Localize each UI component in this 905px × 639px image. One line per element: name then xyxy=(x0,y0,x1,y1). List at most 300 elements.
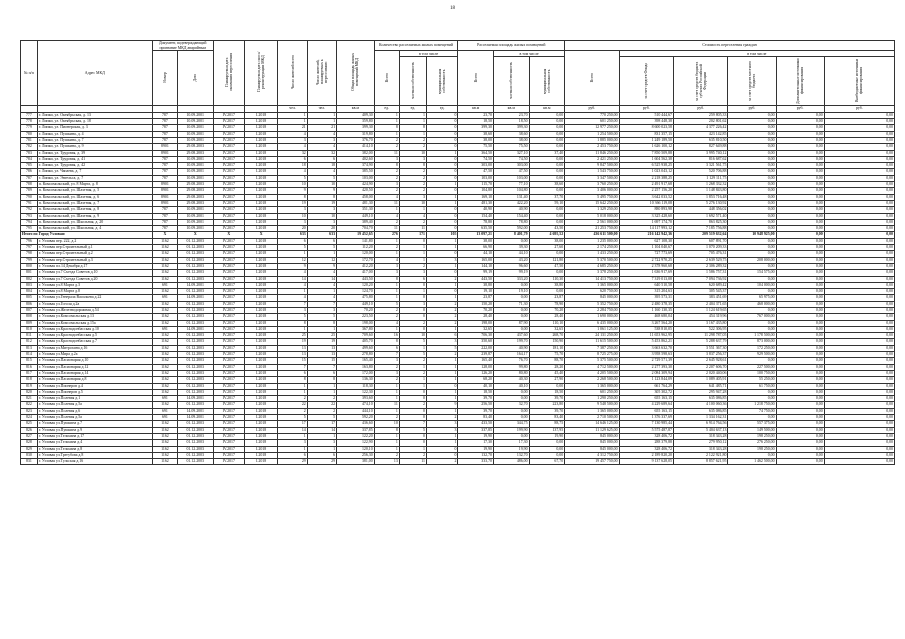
resettlement-table xyxy=(20,40,895,465)
table-cell: 2 xyxy=(374,137,399,143)
table-cell: 7 xyxy=(278,301,307,307)
table-cell: 0 xyxy=(427,125,458,131)
table-cell: 787 xyxy=(152,169,177,175)
table-cell: 845 000,00 xyxy=(565,433,619,439)
table-cell: 3 xyxy=(307,219,336,225)
table-cell: 0,00 xyxy=(529,156,565,162)
table-cell: 14 xyxy=(278,276,307,282)
table-cell: 28,40 xyxy=(458,314,494,320)
address-cell: г. Узловая ул.Пасионария д.14 xyxy=(37,370,152,376)
table-cell: 787 xyxy=(152,125,177,131)
table-cell: 1162 xyxy=(152,370,177,376)
table-cell: 813 xyxy=(21,345,38,351)
table-cell: 19 xyxy=(307,200,336,206)
table-cell: 0,00 xyxy=(728,326,776,332)
table-cell: 01.12.2003 xyxy=(177,320,213,326)
table-cell: 6 xyxy=(278,238,307,244)
table-cell: 8 xyxy=(307,320,336,326)
table-cell: 10 xyxy=(278,182,307,188)
table-cell: 169,10 xyxy=(458,194,494,200)
table-cell: 399,30 xyxy=(337,125,375,131)
table-cell: 383 451,69 xyxy=(674,295,728,301)
table-cell: 0,00 xyxy=(776,389,824,395)
table-cell: 8 725 275,00 xyxy=(565,352,619,358)
table-cell: 0,00 xyxy=(728,112,776,118)
table-cell: 276 250,00 xyxy=(728,440,776,446)
unit-cell: ед. xyxy=(374,106,399,112)
table-cell: 10.09.2001 xyxy=(177,207,213,213)
table-cell: 163,80 xyxy=(337,364,375,370)
table-cell: 777 xyxy=(21,112,38,118)
table-cell: 165,40 xyxy=(337,358,375,364)
table-cell: 9 137 628,05 xyxy=(619,459,673,465)
table-cell: 120,00 xyxy=(337,251,375,257)
table-cell: IV.2017 xyxy=(213,213,244,219)
table-cell: 376,70 xyxy=(337,137,375,143)
table-cell: 01.12.2003 xyxy=(177,314,213,320)
table-cell: I.2018 xyxy=(244,200,277,206)
table-cell: 807 xyxy=(21,307,38,313)
table-cell: IV.2017 xyxy=(213,433,244,439)
total-cell: 10 948 925,00 xyxy=(728,232,776,238)
table-cell: 14.09.2001 xyxy=(177,326,213,332)
table-cell: 405,70 xyxy=(337,339,375,345)
table-cell: 11 653 962,95 xyxy=(619,333,673,339)
table-cell: I.2018 xyxy=(244,276,277,282)
address-cell: г. Липки, ул. Энгельса, д. 7 xyxy=(37,175,152,181)
table-cell: 3 xyxy=(427,339,458,345)
table-cell: 3 837 256,37 xyxy=(674,352,728,358)
table-cell: 344,75 xyxy=(493,421,529,427)
table-cell: 6 435 000,00 xyxy=(565,320,619,326)
table-cell: 1162 xyxy=(152,301,177,307)
table-cell: 367,80 xyxy=(337,326,375,332)
table-cell: 0,00 xyxy=(824,307,894,313)
table-cell: 1 365 000,00 xyxy=(565,383,619,389)
table-cell: 303,00 xyxy=(493,163,529,169)
address-cell: п. Комсомольский, ул. Шахтная, д. 9 xyxy=(37,213,152,219)
table-cell: 635,50 xyxy=(458,226,494,232)
table-cell: 1 xyxy=(278,326,307,332)
table-cell: 1 xyxy=(399,257,426,263)
table-cell: 39,70 xyxy=(458,408,494,414)
unit-cell: руб. xyxy=(776,106,824,112)
table-cell: 1162 xyxy=(152,427,177,433)
address-cell: г. Узловая пл.14 Декабря д.17 xyxy=(37,263,152,269)
table-cell: IV.2017 xyxy=(213,446,244,452)
table-cell: 0,00 xyxy=(824,364,894,370)
table-cell: 10.09.2001 xyxy=(177,169,213,175)
table-cell: 787 xyxy=(152,207,177,213)
address-cell: г. Узловая ул.Комсомольская д.13 xyxy=(37,314,152,320)
table-cell: 0,00 xyxy=(728,358,776,364)
table-cell: 808 xyxy=(21,314,38,320)
table-cell: 1 070 209,33 xyxy=(674,245,728,251)
address-cell: п. Комсомольский, ул. 8 Марта, д. 8 xyxy=(37,182,152,188)
table-cell: 0,00 xyxy=(824,282,894,288)
table-cell: 14 413 750,00 xyxy=(565,276,619,282)
table-cell: 0,00 xyxy=(728,320,776,326)
table-cell: 199,90 xyxy=(493,427,529,433)
table-cell: 0,00 xyxy=(728,245,776,251)
table-cell: 0 xyxy=(427,169,458,175)
table-cell: 1 124 619,65 xyxy=(674,307,728,313)
table-cell: 3 xyxy=(374,263,399,269)
table-cell: 6 xyxy=(278,452,307,458)
table-cell: I.2018 xyxy=(244,257,277,263)
table-cell: 103,00 xyxy=(493,175,529,181)
table-cell: 0,00 xyxy=(529,251,565,257)
table-cell: 198,00 xyxy=(458,320,494,326)
table-cell: 144,10 xyxy=(458,263,494,269)
table-cell: 0,00 xyxy=(776,358,824,364)
table-cell: 0 xyxy=(399,307,426,313)
table-cell: 122,30 xyxy=(337,389,375,395)
table-cell: 364,50 xyxy=(458,150,494,156)
table-cell: 0,00 xyxy=(776,326,824,332)
table-cell: 2 xyxy=(374,169,399,175)
table-cell: 1 xyxy=(307,389,336,395)
table-cell: IV.2017 xyxy=(213,307,244,313)
table-cell: 815 xyxy=(21,358,38,364)
table-cell: 199,70 xyxy=(493,339,529,345)
table-cell: 1162 xyxy=(152,314,177,320)
table-cell: 398 448,38 xyxy=(619,119,673,125)
table-cell: 0,00 xyxy=(776,339,824,345)
table-cell: 0,00 xyxy=(824,137,894,143)
table-cell: 474,10 xyxy=(337,402,375,408)
table-cell: IV.2017 xyxy=(213,251,244,257)
table-cell: 1 586 757,31 xyxy=(674,270,728,276)
table-cell: I.2018 xyxy=(244,389,277,395)
table-cell: 8901 xyxy=(152,200,177,206)
table-cell: 01.12.2003 xyxy=(177,364,213,370)
table-cell: 2 xyxy=(374,364,399,370)
table-body xyxy=(21,112,895,465)
total-cell: 19 452,65 xyxy=(337,232,375,238)
table-cell: 1162 xyxy=(152,320,177,326)
table-cell: 4 xyxy=(307,282,336,288)
table-cell: 3 321 561,75 xyxy=(674,163,728,169)
table-cell: 303,00 xyxy=(458,163,494,169)
table-cell: 709,60 xyxy=(337,333,375,339)
table-cell: 7 850 509,88 xyxy=(619,150,673,156)
table-cell: 5 xyxy=(278,175,307,181)
table-cell: 5 404 637,13 xyxy=(674,427,728,433)
table-cell: 0,00 xyxy=(728,251,776,257)
table-cell: 10.09.2001 xyxy=(177,219,213,225)
table-cell: 0,00 xyxy=(776,163,824,169)
table-cell: 10.09.2001 xyxy=(177,213,213,219)
table-cell: 1162 xyxy=(152,333,177,339)
table-cell: 0,00 xyxy=(824,175,894,181)
address-cell: г. Узловая ул.8 Марта д.3 xyxy=(37,282,152,288)
table-cell: 11 xyxy=(374,402,399,408)
table-cell: I.2018 xyxy=(244,144,277,150)
table-cell: 6 xyxy=(427,333,458,339)
table-cell: 0,00 xyxy=(493,389,529,395)
table-cell: 1162 xyxy=(152,452,177,458)
table-cell: IV.2017 xyxy=(213,200,244,206)
total-cell: 276 xyxy=(374,232,399,238)
table-cell: 620 750,00 xyxy=(565,289,619,295)
table-cell: 399,30 xyxy=(458,125,494,131)
table-cell: 787 xyxy=(152,156,177,162)
unit-cell: чел. xyxy=(278,106,307,112)
table-cell: 8901 xyxy=(152,188,177,194)
table-cell: I.2018 xyxy=(244,314,277,320)
table-cell: 1162 xyxy=(152,377,177,383)
table-cell: 655 163,15 xyxy=(619,396,673,402)
table-cell: 1 xyxy=(374,282,399,288)
table-cell: 78,80 xyxy=(458,219,494,225)
table-cell: 198 250,00 xyxy=(728,446,776,452)
table-cell: 1 249 189,50 xyxy=(619,137,673,143)
table-cell: 75,50 xyxy=(458,144,494,150)
table-cell: 1 xyxy=(427,282,458,288)
table-cell: I.2018 xyxy=(244,326,277,332)
table-cell: 32,70 xyxy=(493,402,529,408)
table-cell: 6 xyxy=(374,345,399,351)
table-cell: IV.2017 xyxy=(213,358,244,364)
table-cell: 0,00 xyxy=(728,175,776,181)
table-cell: 0 xyxy=(427,452,458,458)
table-cell: 787 xyxy=(152,131,177,137)
table-cell: 0,00 xyxy=(824,270,894,276)
table-cell: 83,40 xyxy=(458,415,494,421)
table-cell: 01.12.2003 xyxy=(177,263,213,269)
table-cell: 40,90 xyxy=(458,207,494,213)
table-cell: 38,60 xyxy=(493,131,529,137)
table-cell: 5 xyxy=(307,175,336,181)
table-cell: 8 xyxy=(307,377,336,383)
table-cell: 1 xyxy=(399,289,426,295)
table-cell: 0,00 xyxy=(824,396,894,402)
table-cell: 8901 xyxy=(152,150,177,156)
table-cell: IV.2017 xyxy=(213,427,244,433)
table-cell: 0,00 xyxy=(824,188,894,194)
table-cell: 3 347 500,00 xyxy=(565,175,619,181)
table-cell: I.2018 xyxy=(244,188,277,194)
table-cell: 259 805,33 xyxy=(674,112,728,118)
table-cell: 0,00 xyxy=(493,282,529,288)
table-cell: 0 xyxy=(427,119,458,125)
table-cell: 9 xyxy=(307,188,336,194)
table-cell: 154 575,00 xyxy=(728,270,776,276)
table-cell: 443,50 xyxy=(458,276,494,282)
table-cell: 2 xyxy=(399,175,426,181)
table-cell: 7 xyxy=(399,421,426,427)
page-number: 18 xyxy=(450,6,455,11)
table-cell: 13 xyxy=(307,345,336,351)
table-cell: 44,10 xyxy=(493,251,529,257)
table-cell: 0,00 xyxy=(728,150,776,156)
table-cell: 1 xyxy=(399,383,426,389)
table-cell: 0,00 xyxy=(529,112,565,118)
header-area-municipal: муниципальная собственность xyxy=(529,57,565,106)
header-cost-local: за счет средств местного бюджета xyxy=(728,57,776,106)
table-cell: 812 xyxy=(21,339,38,345)
table-cell: 132,70 xyxy=(458,452,494,458)
table-cell: 7 130 985,44 xyxy=(619,421,673,427)
table-cell: 3 378 250,00 xyxy=(565,270,619,276)
table-cell: 1 089 405,91 xyxy=(674,377,728,383)
table-cell: 29.08.2003 xyxy=(177,200,213,206)
total-cell: 436 611 500,00 xyxy=(565,232,619,238)
table-cell: 0,00 xyxy=(824,263,894,269)
table-cell: 6 xyxy=(307,156,336,162)
address-cell: г. Узловая ул.Пушкина д.9 xyxy=(37,427,152,433)
table-cell: 1 xyxy=(427,238,458,244)
table-cell: 11 615 500,00 xyxy=(565,339,619,345)
table-cell: 770 250,00 xyxy=(565,112,619,118)
table-cell: 0 xyxy=(427,163,458,169)
table-cell: 0,00 xyxy=(493,314,529,320)
table-cell: 822 xyxy=(21,402,38,408)
table-cell: 23,87 xyxy=(458,295,494,301)
table-cell: 3 xyxy=(427,257,458,263)
table-cell: 691 xyxy=(152,326,177,332)
table-cell: 0,00 xyxy=(776,131,824,137)
table-cell: 423 142,85 xyxy=(674,131,728,137)
table-cell: 1 692 571,40 xyxy=(674,213,728,219)
table-cell: 824 xyxy=(21,415,38,421)
table-cell: 6 914 764,56 xyxy=(674,421,728,427)
table-cell: 10 xyxy=(278,213,307,219)
table-cell: 19,90 xyxy=(493,446,529,452)
table-cell: 0,00 xyxy=(776,270,824,276)
table-cell: 6 xyxy=(278,370,307,376)
table-cell: 1162 xyxy=(152,289,177,295)
table-cell: 01.12.2003 xyxy=(177,446,213,452)
table-cell: 0,00 xyxy=(728,389,776,395)
table-cell: 0,00 xyxy=(776,156,824,162)
table-cell: 3 xyxy=(278,440,307,446)
table-cell: 2 xyxy=(374,144,399,150)
table-cell: 15 xyxy=(278,358,307,364)
table-cell: 2 xyxy=(427,314,458,320)
table-cell: 2 xyxy=(374,219,399,225)
address-cell: г. Узловая пер.Строительный д.3 xyxy=(37,257,152,263)
table-cell: 10.09.2001 xyxy=(177,125,213,131)
table-cell: 12 xyxy=(307,257,336,263)
table-cell: 845 000,00 xyxy=(565,295,619,301)
table-cell: 412,20 xyxy=(337,263,375,269)
table-cell: 0 xyxy=(399,433,426,439)
table-cell: 1 604 562,38 xyxy=(619,156,673,162)
table-cell: 1 148 843,80 xyxy=(674,188,728,194)
table-cell: 395 573,31 xyxy=(619,295,673,301)
table-cell: 2 277 393,30 xyxy=(619,364,673,370)
table-cell: 4 377 226,42 xyxy=(674,125,728,131)
header-doc-number: Номер xyxy=(152,51,177,106)
table-cell: 24 131 250,00 xyxy=(565,333,619,339)
table-cell: 70,20 xyxy=(529,307,565,313)
table-cell: 1 xyxy=(278,289,307,295)
table-cell: 0,00 xyxy=(728,163,776,169)
address-cell: г. Узловая пер.Строительный д.2 xyxy=(37,251,152,257)
table-cell: I.2018 xyxy=(244,156,277,162)
table-cell: 641 485,71 xyxy=(674,383,728,389)
table-cell: 0,00 xyxy=(529,188,565,194)
table-cell: I.2018 xyxy=(244,175,277,181)
table-cell: 825 xyxy=(21,421,38,427)
table-cell: 0,00 xyxy=(776,383,824,389)
table-cell: 374,90 xyxy=(337,163,375,169)
address-cell: п. Комсомольский, ул. Шахтная, д. 7 xyxy=(37,200,152,206)
table-cell: I.2018 xyxy=(244,345,277,351)
table-cell: 818 xyxy=(21,377,38,383)
table-cell: 01.12.2003 xyxy=(177,333,213,339)
table-cell: 691 xyxy=(152,282,177,288)
table-cell: 0,00 xyxy=(493,408,529,414)
table-cell: 28,40 xyxy=(529,314,565,320)
table-cell: 3 xyxy=(374,358,399,364)
table-cell: 2 491 917,68 xyxy=(619,182,673,188)
table-cell: 5 xyxy=(278,415,307,421)
header-cost-fund: за счет средств Фонда xyxy=(619,57,673,106)
table-cell: 880 893,98 xyxy=(619,207,673,213)
table-cell: I.2018 xyxy=(244,452,277,458)
table-cell: 1 160 130,35 xyxy=(619,307,673,313)
table-cell: IV.2017 xyxy=(213,289,244,295)
address-cell: г. Узловая ул.Тельмана д.8 xyxy=(37,446,152,452)
table-cell: 0,00 xyxy=(824,345,894,351)
table-cell: 17 xyxy=(307,421,336,427)
table-cell: 0,00 xyxy=(824,446,894,452)
table-cell: 9 548 500,00 xyxy=(565,402,619,408)
table-cell: 01.12.2003 xyxy=(177,358,213,364)
table-cell: I.2018 xyxy=(244,377,277,383)
table-cell: 0 xyxy=(427,175,458,181)
table-cell: 3 406 000,00 xyxy=(565,188,619,194)
table-cell: 2 xyxy=(427,320,458,326)
table-cell: 786 xyxy=(21,169,38,175)
table-cell: 0,00 xyxy=(824,301,894,307)
table-cell: 2 710 500,00 xyxy=(565,415,619,421)
table-cell: 6 xyxy=(307,238,336,244)
table-cell: I.2018 xyxy=(244,433,277,439)
unit-cell: чел. xyxy=(307,106,336,112)
table-cell: 1 xyxy=(399,119,426,125)
table-cell: 801 xyxy=(21,270,38,276)
table-cell: 0,00 xyxy=(824,182,894,188)
table-cell: 1 178 500,00 xyxy=(728,333,776,339)
table-cell: 1 xyxy=(399,446,426,452)
table-cell: 70,20 xyxy=(337,307,375,313)
table-cell: 172,70 xyxy=(337,257,375,263)
table-cell: I.2018 xyxy=(244,194,277,200)
table-cell: 782 xyxy=(21,144,38,150)
table-cell: 327,10 xyxy=(493,150,529,156)
table-cell: 25 xyxy=(278,333,307,339)
table-cell: 318 343,28 xyxy=(674,446,728,452)
table-cell: 0,00 xyxy=(529,270,565,276)
table-cell: I.2018 xyxy=(244,289,277,295)
header-cost-nonbudget: Внебюджетные источники финансирования xyxy=(824,57,894,106)
table-cell: 821 xyxy=(21,396,38,402)
table-cell: 448 356,02 xyxy=(674,207,728,213)
table-cell: 0,00 xyxy=(824,440,894,446)
table-cell: 13 xyxy=(374,459,399,465)
table-cell: 1 023 043,12 xyxy=(619,169,673,175)
table-cell: 1 885 000,00 xyxy=(565,137,619,143)
table-cell: 1 xyxy=(399,245,426,251)
table-cell: 0 xyxy=(399,326,426,332)
table-cell: 0,00 xyxy=(728,182,776,188)
table-cell: 01.12.2003 xyxy=(177,427,213,433)
table-cell: 3 xyxy=(307,440,336,446)
